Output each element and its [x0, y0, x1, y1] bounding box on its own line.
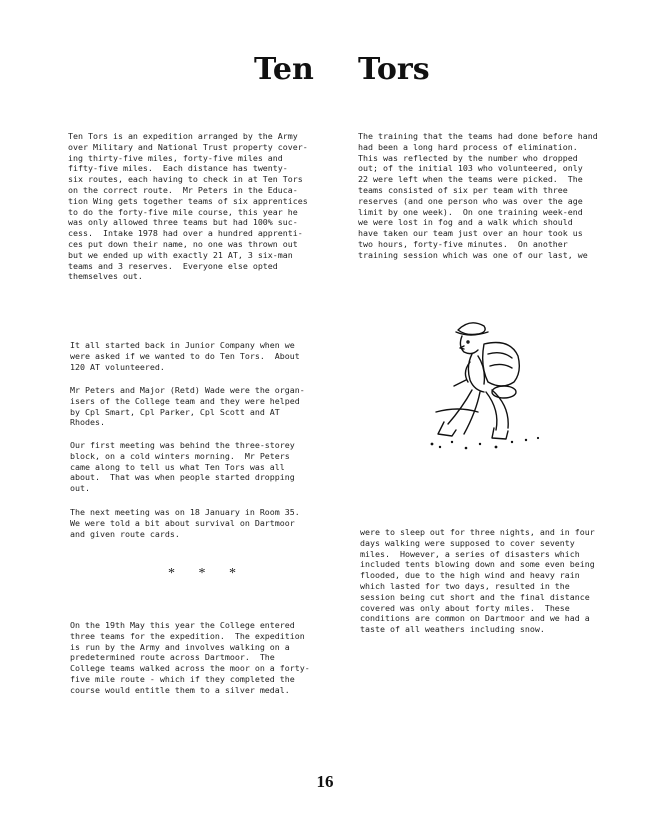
section-separator: * * * — [168, 566, 236, 581]
hiker-illustration — [418, 316, 548, 456]
page-number: 16 — [316, 772, 334, 791]
story-paragraph-2: Mr Peters and Major (Retd) Wade were the organ- isers of the College team and they were helped by Cpl Smart, Cpl Parker, Cpl Scott and AT Rhodes. — [70, 385, 305, 428]
story-paragraph-4: The next meeting was on 18 January in Room 35. We were told a bit about survival on Dartmoor and given route cards. — [70, 507, 300, 539]
intro-right-paragraph: The training that the teams had done before hand had been a long hard process of elimination. This was reflected by the number who dropped out; of the initial 103 who volunteered, only 22 were left when the teams were picked. The teams consisted of six per team with three reserves (and one person who was over the age limit by one week). On one training week-end we were lost in fog and a walk which should have taken our team just over an hour took us two hours, forty-five minutes. On another training session which was one of our last, we — [358, 131, 598, 260]
right-story-paragraph: were to sleep out for three nights, and in four days walking were supposed to cover seventy miles. However, a series of disasters which included tents blowing down and some even being flooded, due to the high wind and heavy rain which lasted for two days, resulted in the session being cut short and the final distance covered was only about forty miles. These conditions are common on Dartmoor and we had a taste of all weathers including snow. — [360, 527, 595, 635]
intro-left-paragraph: Ten Tors is an expedition arranged by the Army over Military and National Trust property cover- ing thirty-five miles, forty-five miles and fifty-five miles. Each distance has twenty- six routes, each having to check in at Ten Tors on the correct route. Mr Peters in the Educa- tion Wing gets together teams of six apprentices to do the forty-five mile course, this year he was only allowed three teams but had 100% suc- cess. Intake 1978 had over a hundred apprenti- ces put down their name, no one was thrown out but we ended up with exactly 21 AT, 3 six-man teams and 3 reserves. Everyone else opted themselves out. — [68, 131, 308, 282]
page-title — [0, 52, 650, 92]
story-paragraph-1: It all started back in Junior Company when we were asked if we wanted to do Ten Tors. About 120 AT volunteered. — [70, 340, 300, 372]
title-word-ten: Ten — [254, 52, 314, 87]
title-word-tors: Tors — [358, 52, 430, 87]
story-paragraph-3: Our first meeting was behind the three-storey block, on a cold winters morning. Mr Peters came along to tell us what Ten Tors was all about. That was when people started dropping out. — [70, 440, 295, 494]
story-paragraph-5: On the 19th May this year the College entered three teams for the expedition. The expedition is run by the Army and involves walking on a predetermined route across Dartmoor. The College teams walked across the moor on a forty- five mile route - which if they completed the course would entitle them to a silver medal. — [70, 620, 310, 695]
